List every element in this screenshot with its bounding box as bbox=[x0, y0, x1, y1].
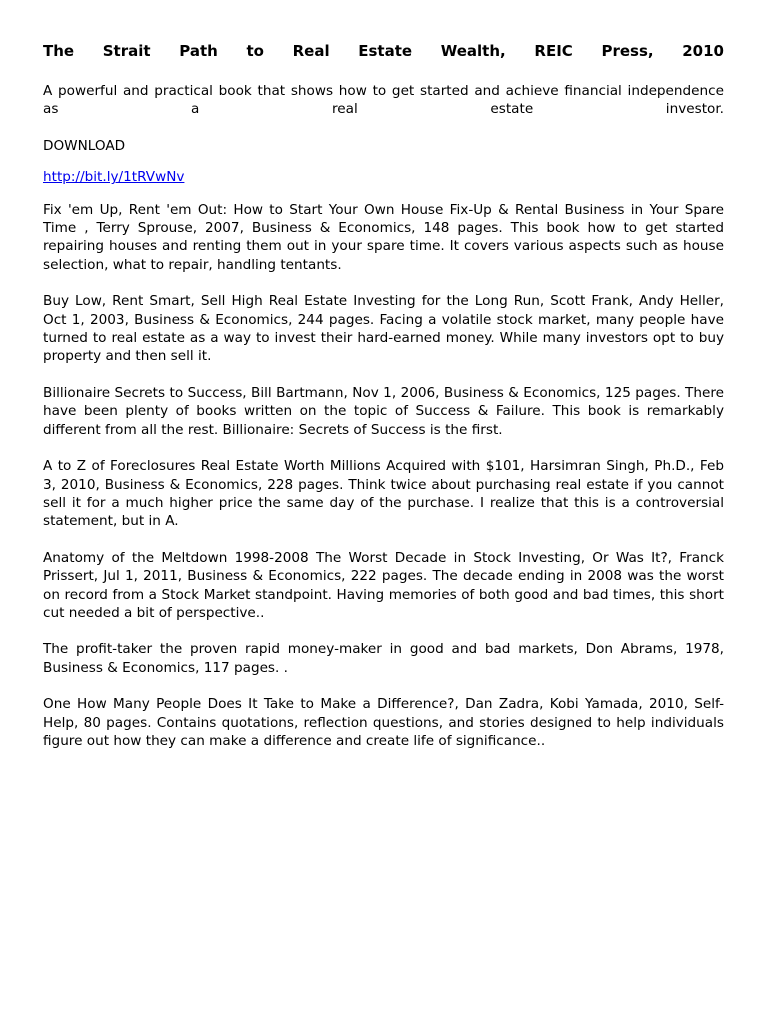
download-label: DOWNLOAD bbox=[43, 137, 126, 154]
intro-line-2: as a real estate investor. bbox=[43, 101, 724, 118]
document-title: The Strait Path to Real Estate Wealth, REIC Press, 2010 bbox=[43, 42, 724, 60]
intro-line-1: A powerful and practical book that shows how to get started and achieve financial independence bbox=[43, 83, 724, 99]
download-link[interactable]: http://bit.ly/1tRVwNv bbox=[43, 169, 185, 186]
book-entry: Buy Low, Rent Smart, Sell High Real Estate Investing for the Long Run, Scott Frank, Andy Heller, Oct 1, 2003, Business & Economics, 244 pages. Facing a volatile stock market, many people have turned to real estate as a way to invest their hard-earned money. While many investors opt to buy property and then sell it. bbox=[43, 293, 724, 365]
book-entry: Anatomy of the Meltdown 1998-2008 The Worst Decade in Stock Investing, Or Was It?, Franck Prissert, Jul 1, 2011, Business & Economics, 222 pages. The decade ending in 2008 was the worst on record from a Stock Market standpoint. Having memories of both good and bad times, this short cut needed a bit of perspective.. bbox=[43, 549, 724, 621]
book-entry: The profit-taker the proven rapid money-maker in good and bad markets, Don Abrams, 1978, Business & Economics, 117 pages. . bbox=[43, 641, 724, 676]
book-entry: One How Many People Does It Take to Make a Difference?, Dan Zadra, Kobi Yamada, 2010, Self-Help, 80 pages. Contains quotations, reflection questions, and stories designed to help individuals figure out how they can make a difference and create life of significance.. bbox=[43, 696, 724, 749]
book-entry: A to Z of Foreclosures Real Estate Worth Millions Acquired with $101, Harsimran Singh, Ph.D., Feb 3, 2010, Business & Economics, 228 pages. Think twice about purchasing real estate if you cannot sell it for a much higher price the same day of the purchase. I realize that this is a controversial statement, but in A. bbox=[43, 458, 724, 530]
document-page bbox=[43, 40, 724, 768]
book-entry: Fix 'em Up, Rent 'em Out: How to Start Your Own House Fix-Up & Rental Business in Your Spare Time , Terry Sprouse, 2007, Business & Economics, 148 pages. This book how to get started repairing houses and renting them out in your spare time. It covers various aspects such as house selection, what to repair, handling tentants. bbox=[43, 201, 724, 273]
download-link-row bbox=[43, 168, 724, 186]
book-entry: Billionaire Secrets to Success, Bill Bartmann, Nov 1, 2006, Business & Economics, 125 pages. There have been plenty of books written on the topic of Success & Failure. This book is remarkably different from all the rest. Billionaire: Secrets of Success is the first. bbox=[43, 384, 724, 438]
intro-paragraph bbox=[43, 82, 724, 119]
